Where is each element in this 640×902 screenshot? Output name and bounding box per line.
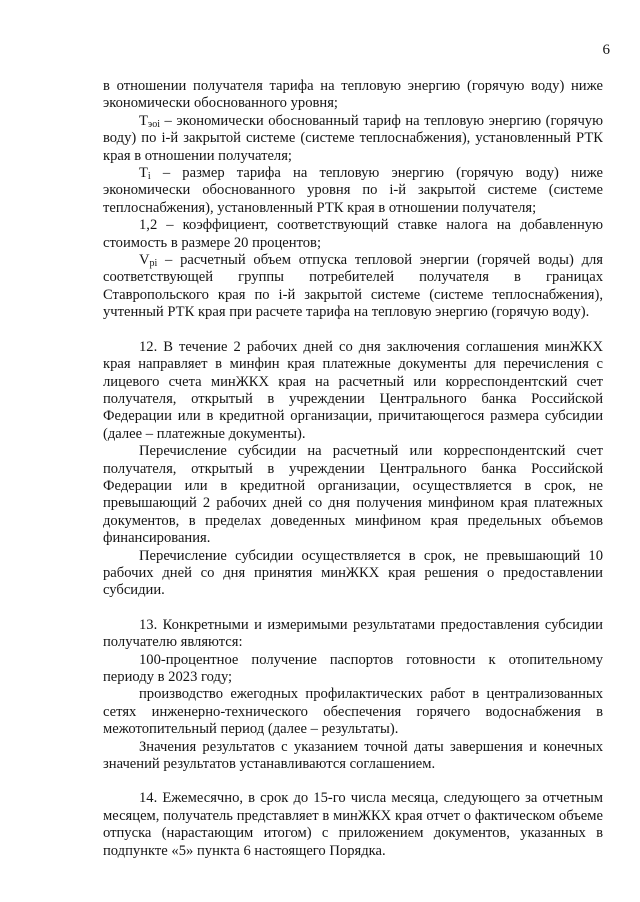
definition-coefficient: 1,2 – коэффициент, соответствующий ставке налога на добавленную стоимость в размере 20 процентов; [103,217,603,251]
definition-continuation: в отношении получателя тарифа на тепловую энергию (горячую воду) ниже экономически обоснованного уровня; [103,78,603,112]
symbol-subscript: pi [149,258,158,270]
symbol-subscript: i [147,171,151,183]
symbol: V [139,252,150,269]
definition-ti [103,165,603,217]
section-13-paragraph-1: 13. Конкретными и измеримыми результатами предоставления субсидии получателю являются: [103,616,603,651]
section-12-paragraph-1: 12. В течение 2 рабочих дней со дня заключения соглашения минЖКХ края направляет в минфин края платежные документы для перечисления с лицевого счета минЖКХ края на расчетный или корреспондентский счет получателя, открытый в учреждении Центрального банка Российской Федерации или в кредитной организации, причитающегося размера субсидии (далее – платежные документы). [103,338,603,442]
section-13-paragraph-3: производство ежегодных профилактических работ в централизованных сетях инженерно-технического обеспечения горячего водоснабжения в межотопительный период (далее – результаты). [103,686,603,738]
symbol: T [139,165,148,182]
definition-text: – экономически обоснованный тариф на тепловую энергию (горячую воду) по i-й закрытой системе (системе теплоснабжения), установленный РТК края в отношении получателя; [103,112,603,164]
definition-text: – размер тарифа на тепловую энергию (горячую воду) ниже экономически обоснованного уровня по i-й закрытой системе (системе теплоснабжения), установленный РТК края в отношении получателя; [103,165,603,216]
section-12-paragraph-2: Перечисление субсидии на расчетный или корреспондентский счет получателя, открытый в учреждении Центрального банка Российской Федерации или в кредитной организации, осуществляется в срок, не превышающий 2 рабочих дней со дня получения минфином края платежных документов, в пределах доведенных минфином края предельных объемов финансирования. [103,443,603,547]
section-12-paragraph-3: Перечисление субсидии осуществляется в срок, не превышающий 10 рабочих дней со дня принятия минЖКХ края решения о предоставлении субсидии. [103,547,603,599]
definition-vpi [103,252,603,322]
section-13-paragraph-4: Значения результатов с указанием точной даты завершения и конечных значений результатов устанавливаются соглашением. [103,738,603,773]
definition-teoi [103,113,603,165]
definition-text: – расчетный объем отпуска тепловой энергии (горячей воды) для соответствующей группы потребителей получателя в границах Ставропольского края по i-й закрытой системе (системе теплоснабжения), учтенный РТК края при расчете тарифа на тепловую энергию (горячую воду). [103,252,603,321]
symbol-subscript: эоi [147,118,160,130]
page-number: 6 [602,42,610,58]
section-13-paragraph-2: 100-процентное получение паспортов готовности к отопительному периоду в 2023 году; [103,651,603,685]
section-14-paragraph-1: 14. Ежемесячно, в срок до 15-го числа месяца, следующего за отчетным месяцем, получатель представляет в минЖКХ края отчет о фактическом объеме отпуска (нарастающим итогом) с приложением документов, указанных в подпункте «5» пункта 6 настоящего Порядка. [103,790,603,859]
symbol: T [139,112,148,129]
document-body [103,78,603,860]
